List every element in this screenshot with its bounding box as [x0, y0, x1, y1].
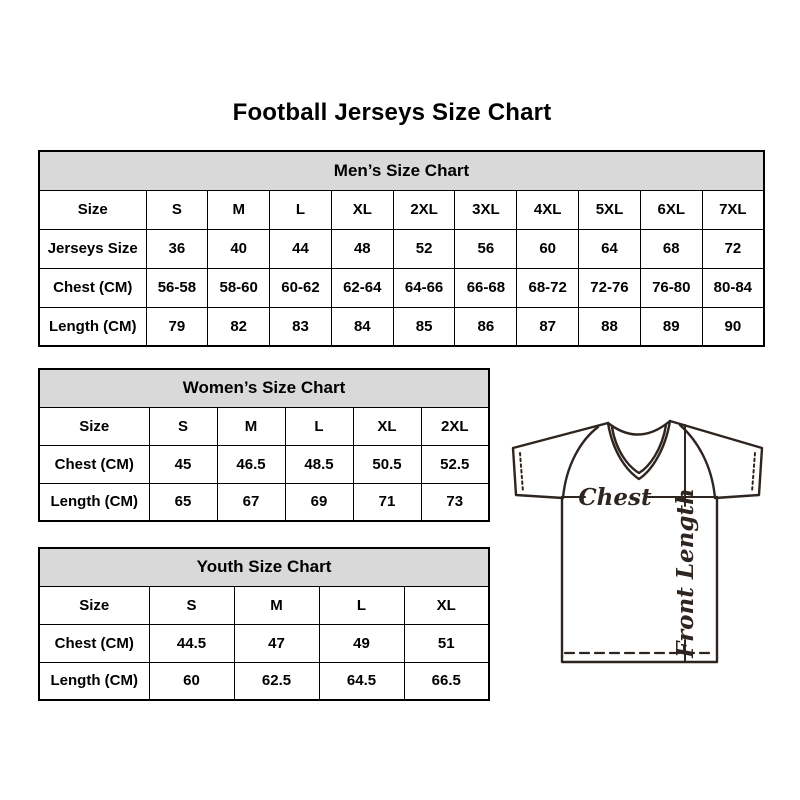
column-header-cell: XL [404, 586, 489, 624]
table-caption-row [39, 151, 764, 190]
column-header-cell: 7XL [702, 190, 764, 229]
front-length-measure-label: Front Length [672, 488, 699, 658]
column-header-cell: 5XL [579, 190, 641, 229]
column-header-cell: S [149, 586, 234, 624]
table-row [39, 483, 489, 521]
value-cell: 48.5 [285, 445, 353, 483]
column-header-cell: XL [353, 407, 421, 445]
column-header-cell: L [285, 407, 353, 445]
value-cell: 51 [404, 624, 489, 662]
table-row [39, 268, 764, 307]
value-cell: 56-58 [146, 268, 208, 307]
row-label-cell: Chest (CM) [39, 624, 149, 662]
table-caption: Women’s Size Chart [39, 369, 489, 407]
column-header-cell: XL [331, 190, 393, 229]
value-cell: 65 [149, 483, 217, 521]
row-label-cell: Length (CM) [39, 662, 149, 700]
row-label-cell: Chest (CM) [39, 445, 149, 483]
column-header-cell: S [149, 407, 217, 445]
column-header-cell: 3XL [455, 190, 517, 229]
value-cell: 82 [208, 307, 270, 346]
value-cell: 69 [285, 483, 353, 521]
column-header-cell: S [146, 190, 208, 229]
womens-size-table [38, 368, 490, 522]
value-cell: 44 [270, 229, 332, 268]
value-cell: 85 [393, 307, 455, 346]
jersey-measurement-diagram [503, 405, 775, 667]
value-cell: 46.5 [217, 445, 285, 483]
value-cell: 79 [146, 307, 208, 346]
left-cuff-stitch-line [520, 453, 523, 492]
page-title: Football Jerseys Size Chart [232, 99, 552, 126]
value-cell: 84 [331, 307, 393, 346]
row-label-cell: Jerseys Size [39, 229, 146, 268]
table-caption: Youth Size Chart [39, 548, 489, 586]
value-cell: 88 [579, 307, 641, 346]
value-cell: 72 [702, 229, 764, 268]
value-cell: 72-76 [579, 268, 641, 307]
table-caption-row [39, 548, 489, 586]
value-cell: 58-60 [208, 268, 270, 307]
value-cell: 62-64 [331, 268, 393, 307]
value-cell: 36 [146, 229, 208, 268]
value-cell: 83 [270, 307, 332, 346]
table-row [39, 662, 489, 700]
column-header-cell: M [234, 586, 319, 624]
value-cell: 68-72 [517, 268, 579, 307]
value-cell: 48 [331, 229, 393, 268]
value-cell: 66-68 [455, 268, 517, 307]
value-cell: 64.5 [319, 662, 404, 700]
youth-size-table [38, 547, 490, 701]
table-row [39, 624, 489, 662]
table-row [39, 586, 489, 624]
value-cell: 76-80 [640, 268, 702, 307]
row-label-cell: Length (CM) [39, 483, 149, 521]
value-cell: 64 [579, 229, 641, 268]
value-cell: 52.5 [421, 445, 489, 483]
value-cell: 50.5 [353, 445, 421, 483]
value-cell: 67 [217, 483, 285, 521]
jersey-right-sleeve [670, 421, 762, 498]
value-cell: 60-62 [270, 268, 332, 307]
value-cell: 89 [640, 307, 702, 346]
row-label-cell: Length (CM) [39, 307, 146, 346]
value-cell: 90 [702, 307, 764, 346]
value-cell: 60 [149, 662, 234, 700]
table-row [39, 229, 764, 268]
value-cell: 64-66 [393, 268, 455, 307]
value-cell: 56 [455, 229, 517, 268]
column-header-cell: 2XL [393, 190, 455, 229]
value-cell: 49 [319, 624, 404, 662]
column-header-cell: M [217, 407, 285, 445]
value-cell: 62.5 [234, 662, 319, 700]
column-header-cell: L [270, 190, 332, 229]
value-cell: 47 [234, 624, 319, 662]
column-header-cell: 4XL [517, 190, 579, 229]
table-row [39, 307, 764, 346]
jersey-collar-top-arc [608, 421, 670, 435]
column-header-cell: 2XL [421, 407, 489, 445]
table-row [39, 190, 764, 229]
value-cell: 60 [517, 229, 579, 268]
value-cell: 45 [149, 445, 217, 483]
mens-size-table [38, 150, 765, 347]
right-cuff-stitch-line [752, 453, 755, 492]
column-header-cell: Size [39, 190, 146, 229]
value-cell: 52 [393, 229, 455, 268]
value-cell: 86 [455, 307, 517, 346]
value-cell: 44.5 [149, 624, 234, 662]
table-caption: Men’s Size Chart [39, 151, 764, 190]
column-header-cell: Size [39, 407, 149, 445]
column-header-cell: L [319, 586, 404, 624]
table-row [39, 407, 489, 445]
column-header-cell: 6XL [640, 190, 702, 229]
column-header-cell: Size [39, 586, 149, 624]
value-cell: 66.5 [404, 662, 489, 700]
value-cell: 68 [640, 229, 702, 268]
column-header-cell: M [208, 190, 270, 229]
row-label-cell: Chest (CM) [39, 268, 146, 307]
value-cell: 73 [421, 483, 489, 521]
value-cell: 71 [353, 483, 421, 521]
chest-measure-label: Chest [578, 484, 652, 511]
value-cell: 87 [517, 307, 579, 346]
value-cell: 80-84 [702, 268, 764, 307]
table-row [39, 445, 489, 483]
jersey-collar-inner-v [612, 425, 666, 473]
table-caption-row [39, 369, 489, 407]
value-cell: 40 [208, 229, 270, 268]
